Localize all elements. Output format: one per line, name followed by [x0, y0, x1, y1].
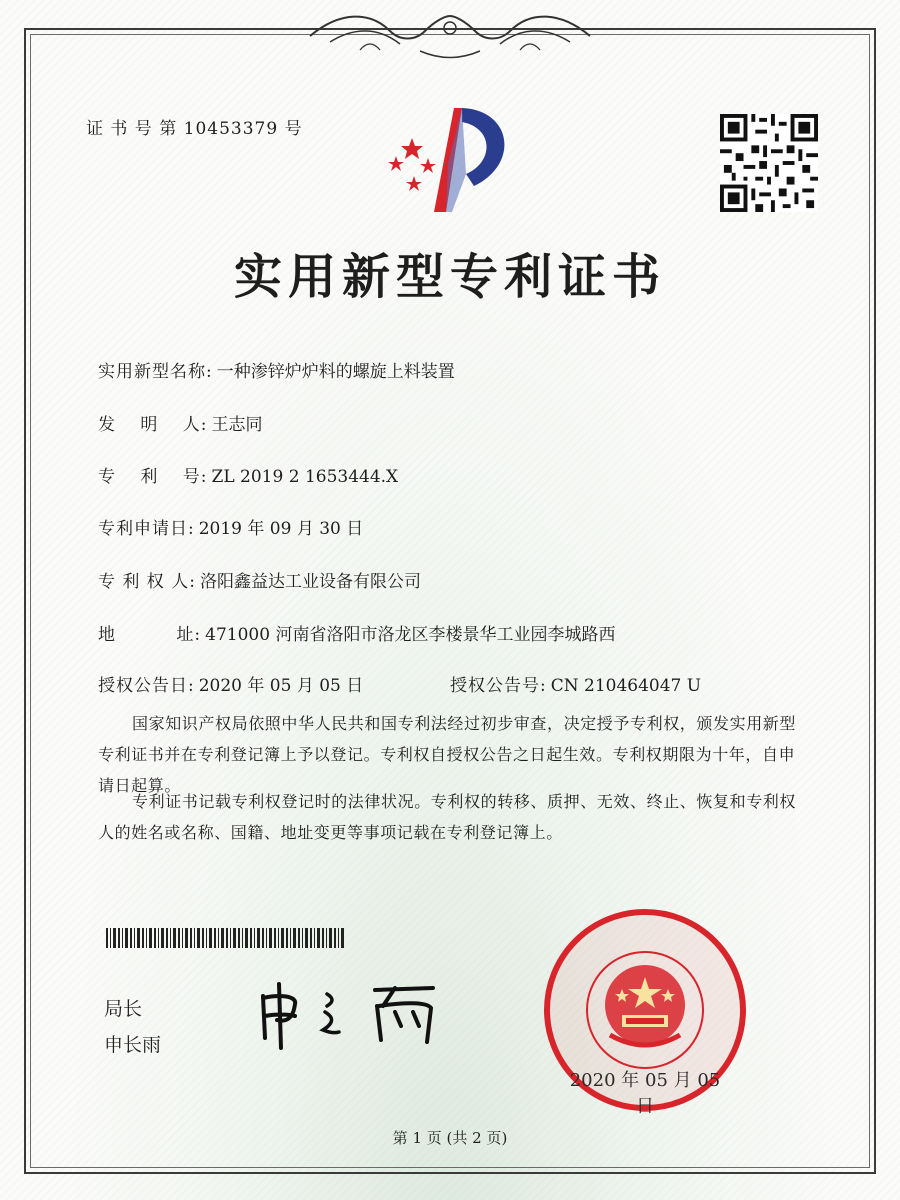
filing-date-value: 2019 年 09 月 30 日	[198, 519, 364, 539]
model-name-row	[98, 357, 455, 382]
filing-date-row	[98, 514, 363, 539]
grant-date-value: 2020 年 05 月 05 日	[198, 676, 364, 696]
qr-code-icon	[720, 114, 818, 212]
grant-number-row	[450, 671, 701, 696]
grant-date-label: 授权公告日:	[98, 676, 195, 696]
model-name-value: 一种渗锌炉炉料的螺旋上料装置	[216, 362, 455, 382]
patentee-row	[98, 567, 421, 592]
inventor-label: 发 明 人:	[98, 415, 208, 435]
inventor-row	[98, 410, 263, 435]
certificate-number-value: 10453379	[183, 119, 279, 139]
grant-number-value: CN 210464047 U	[550, 676, 702, 696]
model-name-label: 实用新型名称:	[98, 362, 213, 382]
patentee-value: 洛阳鑫益达工业设备有限公司	[199, 572, 421, 592]
certificate-number	[86, 114, 303, 139]
inventor-value: 王志同	[211, 415, 263, 435]
body-paragraph-2: 专利证书记载专利权登记时的法律状况。专利权的转移、质押、无效、终止、恢复和专利权人的姓名或名称、国籍、地址变更等事项记载在专利登记簿上。	[98, 792, 797, 842]
grant-date-row	[98, 671, 363, 696]
body-paragraph-1: 国家知识产权局依照中华人民共和国专利法经过初步审查，决定授予专利权，颁发实用新型专利证书并在专利登记簿上予以登记。专利权自授权公告之日起生效。专利权期限为十年，自申请日起算。	[98, 714, 797, 795]
address-row	[98, 620, 615, 645]
patent-number-row	[98, 462, 398, 487]
patentee-label: 专 利 权 人:	[98, 572, 196, 592]
address-label: 地 址:	[98, 625, 202, 645]
barcode-icon	[106, 928, 346, 948]
cnipa-logo-icon	[382, 104, 522, 216]
filing-date-label: 专利申请日:	[98, 519, 195, 539]
signer-name: 申长雨	[104, 1034, 162, 1056]
handwritten-signature-icon	[255, 976, 455, 1054]
page-number: 第 1 页 (共 2 页)	[392, 1129, 508, 1147]
patent-number-value: ZL 2019 2 1653444.X	[211, 467, 399, 487]
address-value: 471000 河南省洛阳市洛龙区李楼景华工业园李城路西	[205, 625, 616, 645]
certificate-number-suffix: 号	[284, 119, 303, 139]
certificate-number-label: 证 书 号 第	[86, 119, 178, 139]
seal-date: 2020 年 05 月 05 日	[569, 1070, 721, 1117]
grant-number-label: 授权公告号:	[450, 676, 547, 696]
patent-number-label: 专 利 号:	[98, 467, 208, 487]
top-ornament-icon	[300, 6, 600, 66]
certificate-title: 实用新型专利证书	[233, 249, 666, 305]
signer-title: 局长	[104, 998, 143, 1020]
